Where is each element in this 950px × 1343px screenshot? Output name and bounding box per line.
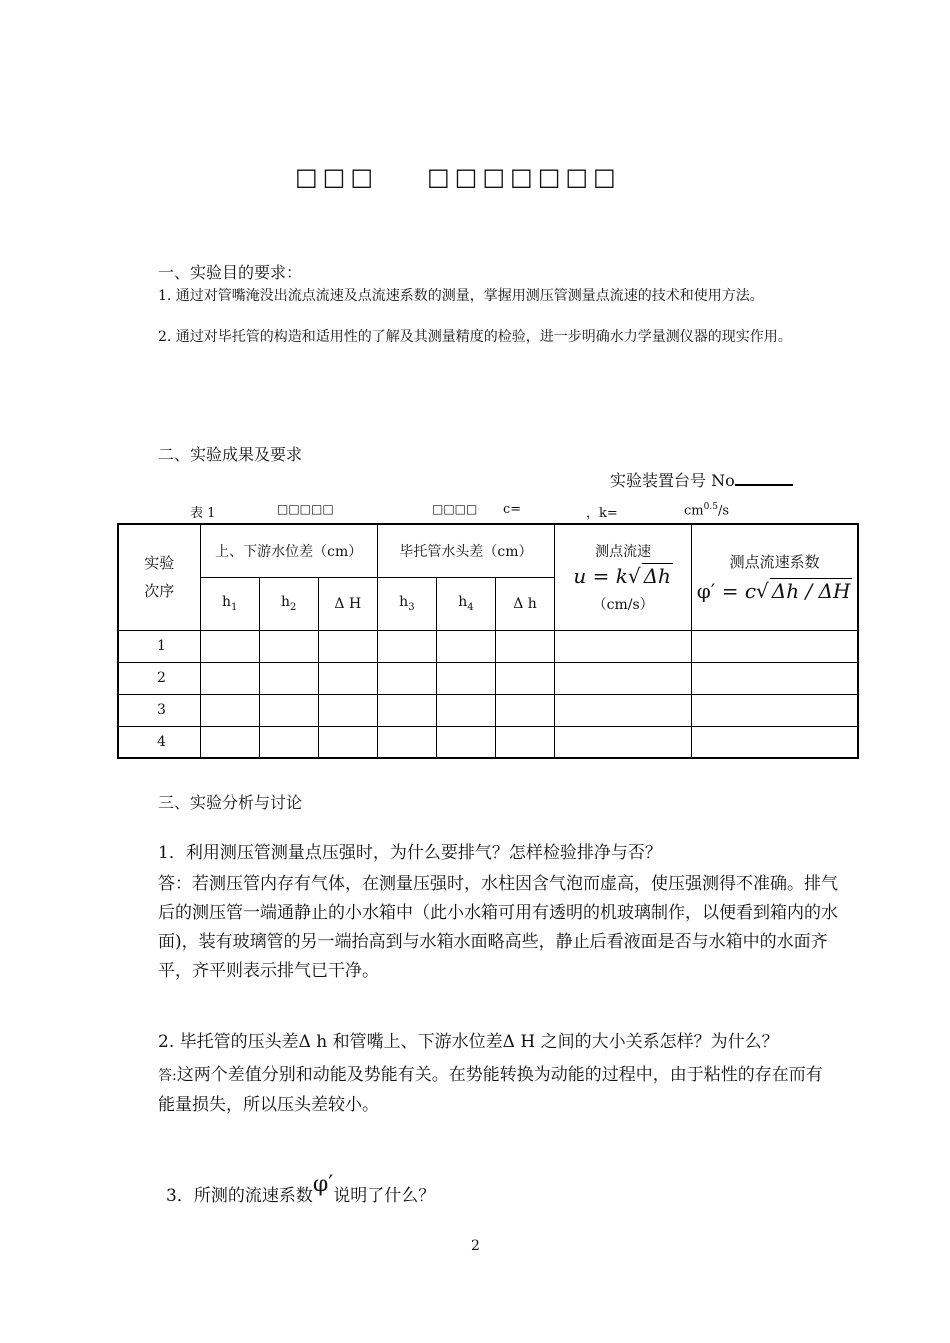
row-number: 3 (118, 694, 200, 726)
coefficient-c-label: c= (503, 502, 522, 517)
table-cell[interactable] (259, 726, 318, 758)
table-cell[interactable] (200, 662, 259, 694)
k-unit-tail: /s (717, 503, 729, 519)
header-h4 (436, 577, 495, 630)
results-table (117, 523, 859, 759)
table-cell[interactable] (259, 694, 318, 726)
page-title: □□□□□□□ (427, 163, 621, 191)
table-caption-boxes-2: □□□□ (432, 502, 478, 516)
table-cell[interactable] (692, 694, 858, 726)
table-cell[interactable] (555, 662, 692, 694)
purpose-item-1: 1. 通过对管嘴淹没出流点流速及点流速系数的测量，掌握用测压管测量点流速的技术和使用方法。 (158, 288, 764, 304)
device-number (610, 468, 793, 491)
device-number-blank[interactable] (735, 470, 793, 486)
k-unit-exponent: 0.5 (703, 502, 718, 512)
h1-index: 1 (230, 601, 238, 613)
header-velocity-coefficient-label: 测点流速系数 (729, 553, 820, 572)
table-cell[interactable] (259, 630, 318, 662)
device-number-label: 实验装置台号 No (610, 471, 735, 490)
answer-1: 答：若测压管内存有气体，在测量压强时，水柱因含气泡而虚高，使压强测得不准确。排气后的测压管一端通静止的小水箱中（此小水箱可用有透明的机玻璃制作，以便看到箱内的水面)，装有玻璃管的另一端抬高到与水箱水面略高些，静止后看液面是否与水箱中的水面齐平，齐平则表示排气已干净。 (158, 874, 838, 981)
table-cell[interactable] (200, 726, 259, 758)
section-3-heading: 三、实验分析与讨论 (158, 793, 303, 812)
header-trial (118, 524, 200, 630)
question-3-prefix: 3．所测的流速系数 (166, 1186, 313, 1206)
header-point-velocity-label: 测点流速 (595, 543, 652, 560)
table-cell[interactable] (436, 726, 495, 758)
table-cell[interactable] (377, 726, 436, 758)
table-cell[interactable] (555, 694, 692, 726)
k-unit (684, 502, 729, 518)
table-row (118, 726, 858, 758)
table-cell[interactable] (692, 630, 858, 662)
header-point-velocity (555, 524, 692, 630)
table-cell[interactable] (496, 726, 555, 758)
table-cell[interactable] (200, 694, 259, 726)
page-number: 2 (471, 1238, 480, 1254)
header-velocity-coefficient (692, 524, 858, 630)
table-cell[interactable] (318, 630, 377, 662)
h4-index: 4 (467, 601, 474, 613)
question-3 (166, 1172, 436, 1211)
title-left: □□□ (295, 163, 379, 191)
table-cell[interactable] (436, 694, 495, 726)
header-water-level-diff: 上、下游水位差（cm） (200, 524, 377, 577)
table-cell[interactable] (259, 662, 318, 694)
h2-index: 2 (290, 601, 297, 613)
header-trial-label: 实验次序 (144, 554, 175, 601)
coefficient-k-label: ，k= (586, 506, 618, 521)
h3-index: 3 (408, 601, 415, 613)
header-h1 (200, 577, 259, 630)
table-cell[interactable] (496, 630, 555, 662)
table-cell[interactable] (318, 662, 377, 694)
row-number: 1 (118, 630, 200, 662)
purpose-item-2: 2. 通过对毕托管的构造和适用性的了解及其测量精度的检验，进一步明确水力学量测仪器的现实作用。 (158, 329, 792, 345)
table-row (118, 630, 858, 662)
answer-2 (158, 1061, 838, 1120)
h4-symbol: h (458, 594, 468, 611)
table-cell[interactable] (377, 694, 436, 726)
table-cell[interactable] (555, 630, 692, 662)
velocity-formula: u = k√ Δh (573, 563, 671, 588)
header-delta-H: Δ H (318, 577, 377, 630)
phi-symbol: φ′ (312, 1172, 334, 1197)
h2-symbol: h (281, 594, 291, 611)
table-cell[interactable] (692, 662, 858, 694)
k-unit-base: cm (684, 503, 704, 519)
header-h2 (259, 577, 318, 630)
coefficient-formula: φ′ = c√ Δh / ΔH (696, 579, 851, 604)
question-2: 2. 毕托管的压头差Δ h 和管嘴上、下游水位差Δ H 之间的大小关系怎样？为什么？ (158, 1032, 779, 1052)
header-pitot-head-diff: 毕托管水头差（cm） (377, 524, 554, 577)
row-number: 2 (118, 662, 200, 694)
section-2-heading: 二、实验成果及要求 (158, 445, 303, 464)
table-caption-label: 表 1 (190, 506, 216, 521)
table-cell[interactable] (436, 662, 495, 694)
table-cell[interactable] (377, 662, 436, 694)
table-cell[interactable] (496, 694, 555, 726)
question-3-suffix: 说明了什么？ (333, 1186, 436, 1206)
question-1: 1．利用测压管测量点压强时，为什么要排气？怎样检验排净与否？ (158, 843, 662, 863)
table-cell[interactable] (200, 630, 259, 662)
answer-2-label: 答: (158, 1068, 177, 1084)
table-row (118, 694, 858, 726)
section-1-heading: 一、实验目的要求： (158, 263, 303, 282)
row-number: 4 (118, 726, 200, 758)
table-cell[interactable] (496, 662, 555, 694)
header-point-velocity-unit: （cm/s） (592, 596, 654, 613)
table-row (118, 662, 858, 694)
table-cell[interactable] (318, 726, 377, 758)
table-caption-boxes-1: □□□□□ (277, 502, 334, 516)
table-cell[interactable] (555, 726, 692, 758)
table-cell[interactable] (436, 630, 495, 662)
header-delta-h: Δ h (496, 577, 555, 630)
h1-symbol: h (221, 594, 231, 611)
table-cell[interactable] (692, 726, 858, 758)
table-cell[interactable] (377, 630, 436, 662)
answer-2-text: 这两个差值分别和动能及势能有关。在势能转换为动能的过程中，由于粘性的存在而有能量损失，所以压头差较小。 (158, 1065, 823, 1115)
header-h3 (377, 577, 436, 630)
h3-symbol: h (399, 594, 409, 611)
table-cell[interactable] (318, 694, 377, 726)
